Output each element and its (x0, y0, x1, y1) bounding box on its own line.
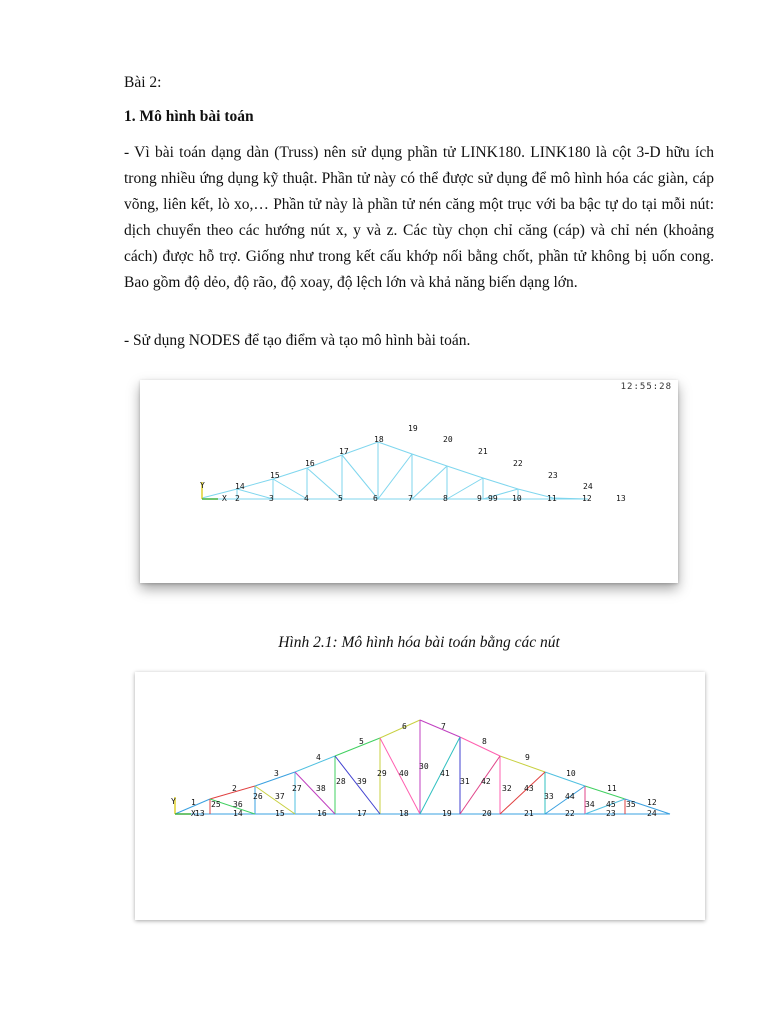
web-element-label: 29 (377, 769, 387, 778)
bottom-chord-label: 23 (606, 809, 616, 818)
node-label-top: 15 (270, 471, 280, 480)
bottom-chord-label: 13 (195, 809, 205, 818)
figure-clock: 12:55:28 (620, 382, 672, 392)
paragraph-nodes: - Sử dụng NODES để tạo điểm và tạo mô hình bài toán. (124, 332, 471, 349)
node-label-bottom: 12 (582, 494, 592, 503)
top-chord-label: 1 (191, 798, 196, 807)
web-element-label: 41 (440, 769, 450, 778)
top-chord-label: 9 (525, 753, 530, 762)
truss-elements-svg (135, 672, 705, 920)
node-label-bottom: 6 (373, 494, 378, 503)
bottom-chord-label: 16 (317, 809, 327, 818)
top-chord-element (420, 720, 460, 737)
node-label-bottom: 5 (338, 494, 343, 503)
node-label-top: 14 (235, 482, 245, 491)
truss-diagonal (378, 454, 412, 499)
diagonal-element (500, 772, 545, 814)
top-chord-element (585, 786, 625, 799)
node-label-top: 18 (374, 435, 384, 444)
bottom-chord-label: 21 (524, 809, 534, 818)
node-label-top: 16 (305, 459, 315, 468)
node-label-top: 20 (443, 435, 453, 444)
top-chord-element (545, 772, 585, 786)
top-chord-label: 8 (482, 737, 487, 746)
node-label-top: 19 (408, 424, 418, 433)
bottom-chord-label: 18 (399, 809, 409, 818)
web-element-label: 25 (211, 800, 221, 809)
section-heading: 1. Mô hình bài toán (124, 108, 254, 125)
node-label-top: 22 (513, 459, 523, 468)
node-label-bottom: 11 (547, 494, 557, 503)
axis-y-label: Y (200, 481, 205, 490)
top-chord-label: 6 (402, 722, 407, 731)
bottom-chord-label: 17 (357, 809, 367, 818)
web-element-label: 37 (275, 792, 285, 801)
figure-1-caption: Hình 2.1: Mô hình hóa bài toán bằng các nút (278, 634, 560, 651)
truss-diagonal (273, 479, 307, 499)
web-element-label: 26 (253, 792, 263, 801)
web-element-label: 45 (606, 800, 616, 809)
top-chord-element (500, 756, 545, 772)
top-chord-label: 12 (647, 798, 657, 807)
web-element-label: 39 (357, 777, 367, 786)
node-label-bottom: 13 (616, 494, 626, 503)
web-element-label: 33 (544, 792, 554, 801)
axis-y-label: Y (171, 797, 176, 806)
bottom-chord-label: 20 (482, 809, 492, 818)
web-element-label: 30 (419, 762, 429, 771)
node-label-bottom: 8 (443, 494, 448, 503)
node-label-top: 24 (583, 482, 593, 491)
bottom-chord-label: 19 (442, 809, 452, 818)
figure-nodes-model (140, 380, 678, 583)
figure-elements-model (135, 672, 705, 920)
node-label-bottom: 4 (304, 494, 309, 503)
top-chord-label: 4 (316, 753, 321, 762)
lesson-label: Bài 2: (124, 74, 162, 91)
web-element-label: 31 (460, 777, 470, 786)
node-label-top: 21 (478, 447, 488, 456)
top-chord-label: 10 (566, 769, 576, 778)
bottom-chord-label: 22 (565, 809, 575, 818)
top-chord-element (460, 737, 500, 756)
bottom-chord-label: 15 (275, 809, 285, 818)
bottom-chord-label: 24 (647, 809, 657, 818)
node-label-top: 23 (548, 471, 558, 480)
web-element-label: 43 (524, 784, 534, 793)
node-label-bottom: 99 (488, 494, 498, 503)
truss-diagonal (412, 466, 447, 499)
truss-diagonal (307, 468, 342, 499)
web-element-label: 35 (626, 800, 636, 809)
top-chord (202, 442, 588, 499)
top-chord-label: 7 (441, 722, 446, 731)
paragraph-link180: - Vì bài toán dạng dàn (Truss) nên sử dụng phần tử LINK180. LINK180 là cột 3-D hữu ích trong nhiều ứng dụng kỹ thuật. Phần tử này có thể được sử dụng để mô hình hóa các giàn, cáp võng, liên kết, lò xo,… Phần tử này là phần tử nén căng một trục với ba bậc tự do tại mỗi nút: dịch chuyển theo các hướng nút x, y và z. Các tùy chọn chỉ căng (cáp) và chỉ nén (khoảng cách) được hỗ trợ. Giống như trong kết cấu khớp nối bằng chốt, phần tử không bị uốn cong. Bao gồm độ dẻo, độ rão, độ xoay, độ lệch lớn và khả năng biến dạng lớn. (124, 144, 714, 291)
web-element-label: 27 (292, 784, 302, 793)
truss-diagonal (342, 455, 378, 499)
node-label-bottom: 9 (477, 494, 482, 503)
axis-x-label: X (222, 494, 227, 503)
web-element-label: 40 (399, 769, 409, 778)
web-element-label: 42 (481, 777, 491, 786)
top-chord-label: 5 (359, 737, 364, 746)
truss-nodes-svg (140, 380, 678, 583)
top-chord-element (335, 738, 380, 756)
axis-x-label: X (191, 809, 196, 818)
top-chord-label: 11 (607, 784, 617, 793)
node-label-top: 17 (339, 447, 349, 456)
top-chord-element (380, 720, 420, 738)
diagonal-element (295, 772, 335, 814)
web-element-label: 34 (585, 800, 595, 809)
bottom-chord-label: 14 (233, 809, 243, 818)
web-element-label: 36 (233, 800, 243, 809)
node-label-bottom: 3 (269, 494, 274, 503)
top-chord-element (295, 756, 335, 772)
web-element-label: 44 (565, 792, 575, 801)
top-chord-label: 2 (232, 784, 237, 793)
top-chord-label: 3 (274, 769, 279, 778)
node-label-bottom: 2 (235, 494, 240, 503)
node-label-bottom: 7 (408, 494, 413, 503)
node-label-bottom: 10 (512, 494, 522, 503)
web-element-label: 32 (502, 784, 512, 793)
web-element-label: 28 (336, 777, 346, 786)
web-element-label: 38 (316, 784, 326, 793)
